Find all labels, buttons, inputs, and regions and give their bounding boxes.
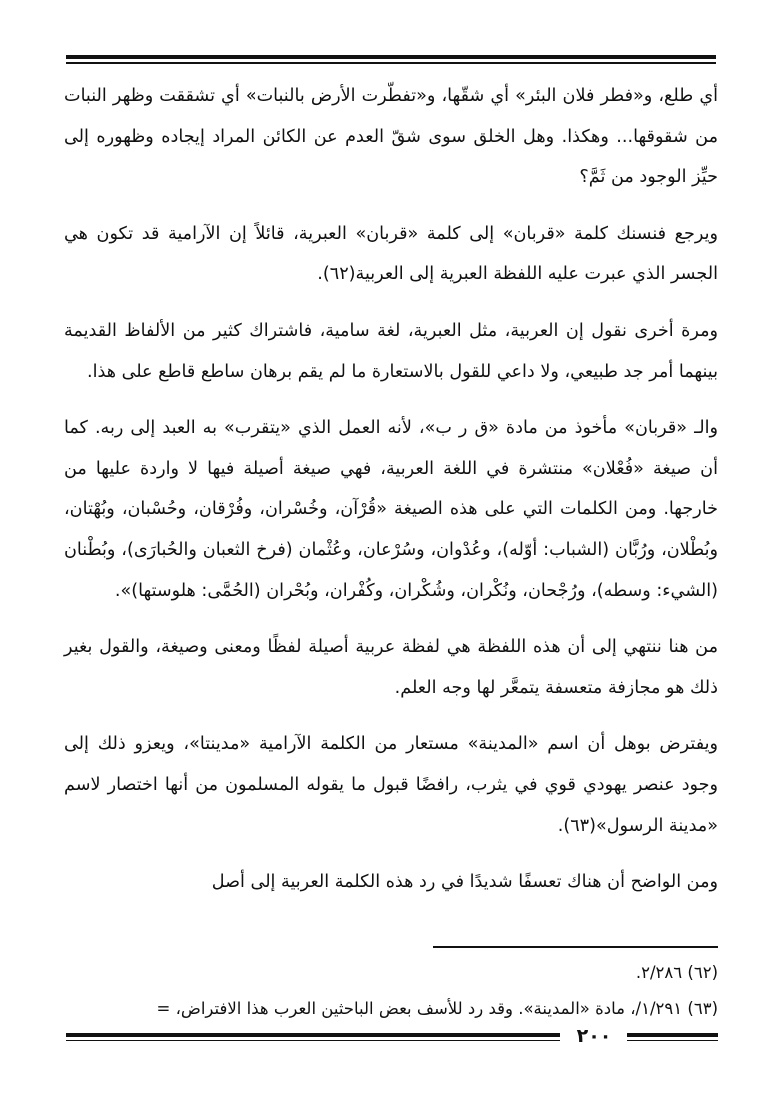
footnote: (٦٢) ٢/٢٨٦. [635, 963, 718, 982]
footnotes [64, 955, 718, 1027]
paragraph: ومرة أخرى نقول إن العربية، مثل العبرية، لغة سامية، فاشتراك كثير من الألفاظ القديمة بينهما أمر جد طبيعي، ولا داعي للقول بالاستعارة ما لم يقم برهان ساطع قاطع على هذا. [64, 320, 718, 382]
footer-rule-right-thin [627, 1040, 718, 1041]
paragraph: ويفترض بوهل أن اسم «المدينة» مستعار من الكلمة الآرامية «مدينتا»، ويعزو ذلك إلى وجود عنصر يهودي قوي في يثرب، رافضًا قبول ما يقوله المسلمون من أنها اختصار لاسم «مدينة الرسول»(٦٣). [64, 734, 718, 836]
footer-rule-right [627, 1033, 718, 1037]
paragraph: والـ «قربان» مأخوذ من مادة «ق ر ب»، لأنه العمل الذي «يتقرب» به العبد إلى ربه. كما أن صيغة «فُعْلان» منتشرة في اللغة العربية، فهي صيغة أصيلة فيها لا واردة عليها من خارجها. ومن الكلمات التي على هذه الصيغة «قُرْآن، وخُسْران، وفُرْقان، وحُسْبان، وبُهْتان، وبُطْلان، ورُبَّان (الشباب: أوّله)، وعُدْوان، وسُرْعان، وعُثْمان (فرخ الثعبان والحُبارَى)، وبُطْنان (الشيء: وسطه)، ورُجْحان، ونُكْران، وشُكْران، وكُفْران، وبُحْران (الحُمَّى: هلوستها)». [64, 418, 718, 601]
main-text [64, 76, 718, 903]
paragraph: ومن الواضح أن هناك تعسفًا شديدًا في رد هذه الكلمة العربية إلى أصل [211, 872, 718, 893]
footnote-separator [433, 946, 718, 948]
paragraph: أي طلع، و«فطر فلان البئر» أي شقّها، و«تفطّرت الأرض بالنبات» أي تشققت وظهر النبات من شقوقها... وهكذا. وهل الخلق سوى شقّ العدم عن الكائن المراد إيجاده وظهوره إلى حيِّز الوجود من ثَمَّ؟ [64, 86, 718, 188]
footnote: (٦٣) ١/٢٩١/، مادة «المدينة». وقد رد للأسف بعض الباحثين العرب هذا الافتراض، = [156, 999, 718, 1018]
header-rule-thick [66, 55, 716, 59]
paragraph: ويرجع فنسنك كلمة «قربان» إلى كلمة «قربان» العبرية، قائلاً إن الآرامية قد تكون هي الجسر الذي عبرت عليه اللفظة العبرية إلى العربية(٦٢). [64, 223, 718, 285]
paragraph: من هنا ننتهي إلى أن هذه اللفظة هي لفظة عربية أصيلة لفظًا ومعنى وصيغة، والقول بغير ذلك هو مجازفة متعسفة يتمعَّر لها وجه العلم. [64, 637, 718, 698]
footer-rule-left [66, 1033, 560, 1037]
page-number: ٢٠٠ [576, 1025, 612, 1047]
footer-rule-left-thin [66, 1040, 560, 1041]
header-rule-thin [66, 62, 716, 64]
